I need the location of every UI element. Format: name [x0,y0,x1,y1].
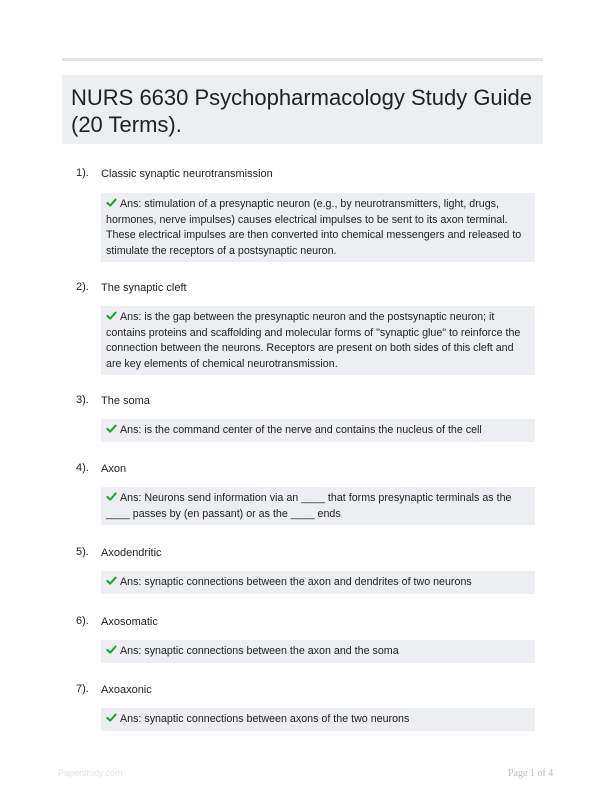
answer-text: Ans: Neurons send information via an ____ that forms presynaptic terminals as the ____ passes by (en passant) or as the ____ ends [106,492,512,520]
term-question: Axoaxonic [101,684,152,696]
answer-box [101,571,535,594]
answer-text: Ans: stimulation of a presynaptic neuron (e.g., by neurotransmitters, light, drugs, hormones, nerve impulses) causes electrical impulses to be sent to its axon terminal. These electrical impulses are then converted into chemical messengers and released to stimulate the receptors of a postsynaptic neuron. [106,198,522,257]
page-title: NURS 6630 Psychopharmacology Study Guide (20 Terms). [71,85,533,137]
term-question: Classic synaptic neurotransmission [101,168,273,180]
answer-box [101,193,535,262]
answer-text: Ans: synaptic connections between axons of the two neurons [120,713,410,725]
title-banner [62,75,543,144]
term-number: 7). [76,683,89,695]
page-number: Page 1 of 4 [508,768,554,779]
term-number: 6). [76,615,89,627]
term-question: Axosomatic [101,616,158,628]
check-icon [106,575,117,586]
check-icon [106,644,117,655]
term-number: 3). [76,394,89,406]
term-question: Axon [101,463,127,475]
check-icon [106,712,117,723]
check-icon [106,423,117,434]
answer-box [101,487,535,525]
answer-text: Ans: is the gap between the presynaptic neuron and the postsynaptic neuron; it contains proteins and scaffolding and molecular forms of "synaptic glue" to reinforce the connection between the neurons. Receptors are present on both sides of this cleft and are key elements of chemical neurotransmission. [106,311,521,370]
answer-text: Ans: synaptic connections between the axon and the soma [120,645,399,657]
term-number: 1). [76,167,89,179]
term-number: 4). [76,462,89,474]
answer-box [101,306,535,375]
answer-box [101,640,535,663]
term-question: The synaptic cleft [101,282,187,294]
check-icon [106,310,117,321]
answer-text: Ans: is the command center of the nerve and contains the nucleus of the cell [120,424,482,436]
term-question: The soma [101,395,150,407]
check-icon [106,491,117,502]
term-question: Axodendritic [101,547,162,559]
term-number: 2). [76,281,89,293]
header-divider [62,58,543,61]
answer-box [101,419,535,442]
answer-text: Ans: synaptic connections between the axon and dendrites of two neurons [120,576,472,588]
check-icon [106,197,117,208]
term-number: 5). [76,546,89,558]
answer-box [101,708,535,731]
footer-watermark: Paperstudy.com [58,768,123,778]
